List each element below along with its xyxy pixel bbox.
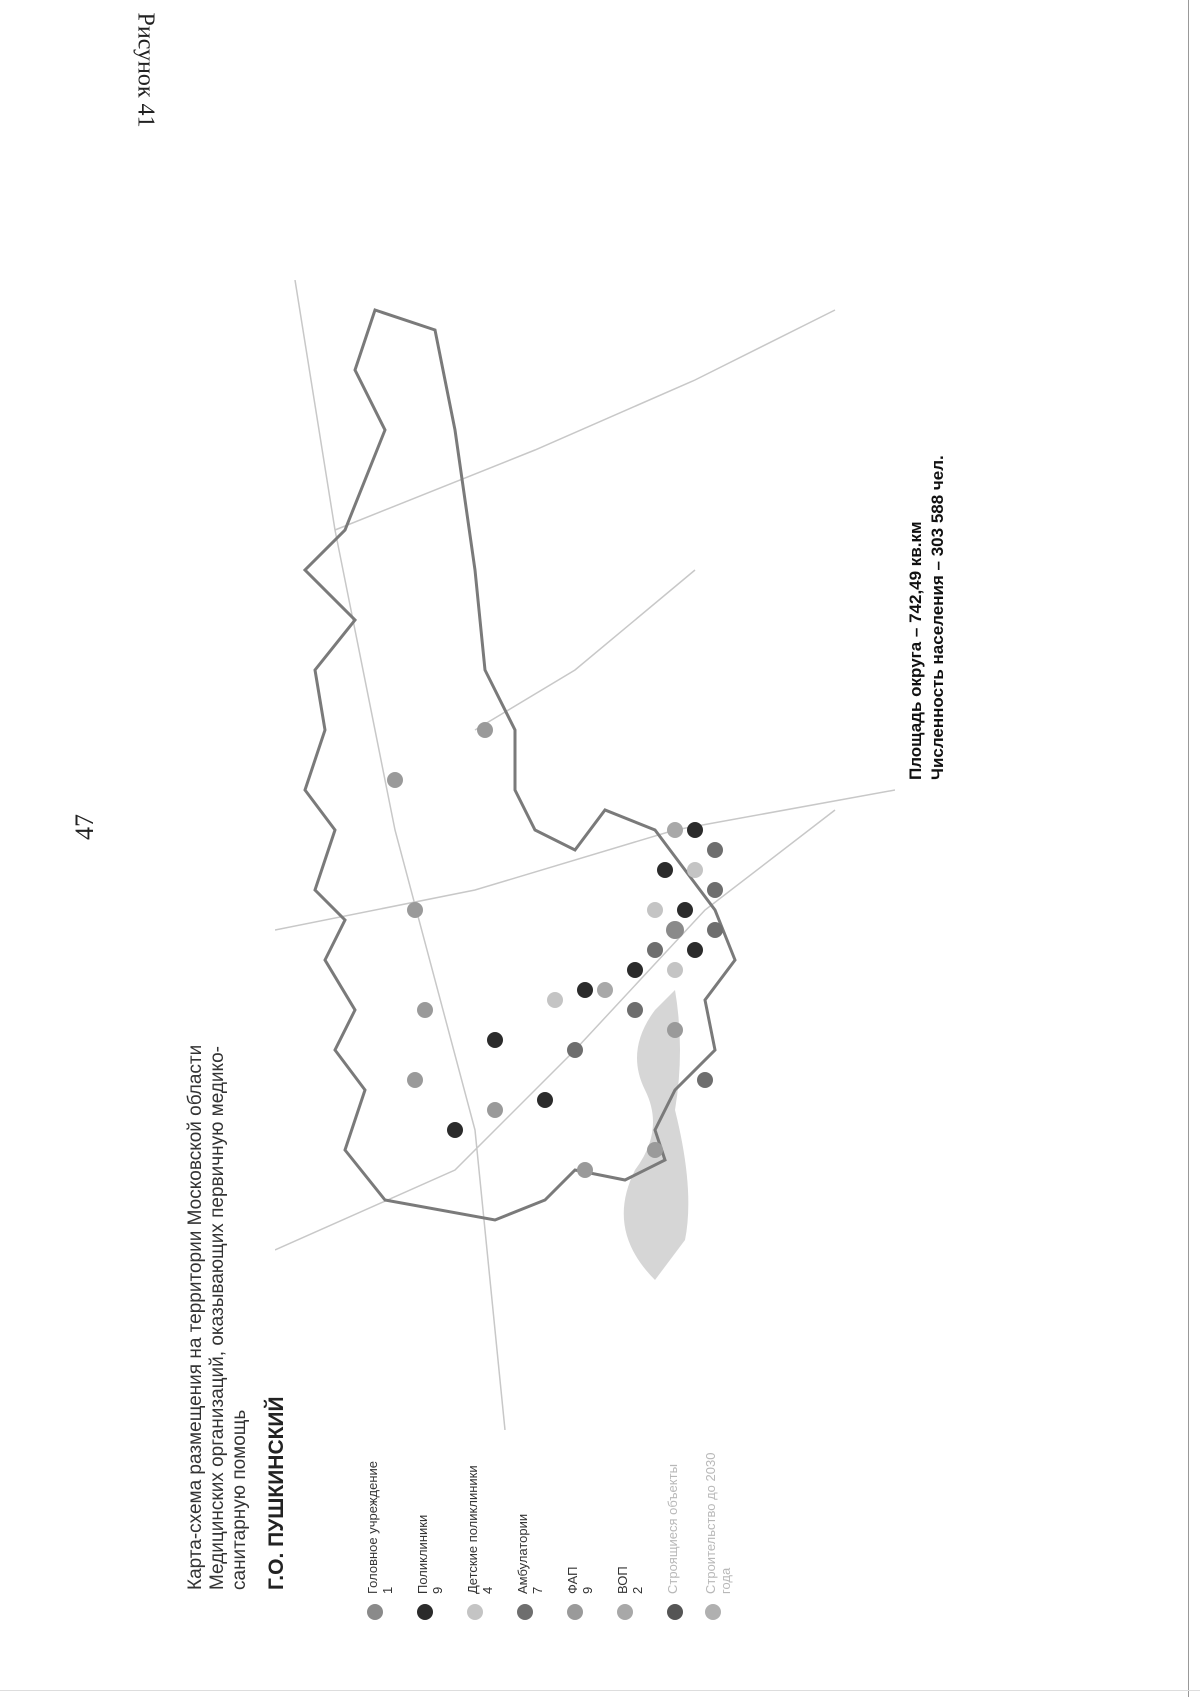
- legend-item-construction-2030: Строительство до 2030 года: [703, 1450, 733, 1620]
- population-stat: Численность населения – 303 588 чел.: [928, 455, 947, 780]
- legend-dot-icon: [517, 1604, 533, 1620]
- page-edge: [1188, 0, 1189, 1697]
- page-bottom-edge: [0, 1690, 1200, 1691]
- marker-polyclinic: [627, 962, 643, 978]
- legend-item-under-construction: Строящиеся объекты: [665, 1450, 683, 1620]
- legend-item-fap: ФАП 9: [565, 1450, 595, 1620]
- marker-polyclinic: [677, 902, 693, 918]
- marker-children: [687, 862, 703, 878]
- marker-ambulatory: [707, 922, 723, 938]
- legend-dot-icon: [705, 1604, 721, 1620]
- legend: [365, 1450, 753, 1620]
- legend-dot-icon: [667, 1604, 683, 1620]
- marker-vop: [597, 982, 613, 998]
- marker-ambulatory: [647, 942, 663, 958]
- marker-polyclinic: [537, 1092, 553, 1108]
- legend-item-vop: ВОП 2: [615, 1450, 645, 1620]
- marker-fap: [387, 772, 403, 788]
- marker-fap: [487, 1102, 503, 1118]
- legend-dot-icon: [567, 1604, 583, 1620]
- marker-fap: [477, 722, 493, 738]
- marker-head: [666, 921, 684, 939]
- marker-polyclinic: [687, 822, 703, 838]
- marker-ambulatory: [627, 1002, 643, 1018]
- marker-fap: [417, 1002, 433, 1018]
- legend-dot-icon: [617, 1604, 633, 1620]
- marker-vop: [667, 822, 683, 838]
- marker-fap: [647, 1142, 663, 1158]
- legend-item-polyclinics: Поликлиники 9: [415, 1450, 445, 1620]
- map-title: Карта-схема размещения на территории Московской области Медицинских организаций, оказывающих первичную медико-санитарную помощь: [185, 1044, 250, 1590]
- district-stats: [905, 220, 949, 780]
- marker-ambulatory: [697, 1072, 713, 1088]
- legend-dot-icon: [417, 1604, 433, 1620]
- legend-dot-icon: [467, 1604, 483, 1620]
- legend-item-ambulatories: Амбулатории 7: [515, 1450, 545, 1620]
- marker-polyclinic: [447, 1122, 463, 1138]
- marker-fap: [407, 902, 423, 918]
- marker-ambulatory: [567, 1042, 583, 1058]
- district-name: Г.О. ПУШКИНСКИЙ: [265, 1396, 288, 1590]
- marker-polyclinic: [687, 942, 703, 958]
- district-map: [275, 280, 895, 1430]
- page-number: 47: [70, 814, 99, 840]
- area-stat: Площадь округа – 742,49 кв.км: [906, 521, 925, 780]
- marker-polyclinic: [577, 982, 593, 998]
- figure-label: Рисунок 41: [132, 12, 159, 128]
- roads: [275, 280, 895, 1430]
- legend-dot-icon: [367, 1604, 383, 1620]
- marker-ambulatory: [707, 842, 723, 858]
- map-sheet: [185, 180, 1005, 1620]
- marker-fap: [577, 1162, 593, 1178]
- marker-fap: [667, 1022, 683, 1038]
- title-block: [185, 1030, 289, 1590]
- legend-item-head-institution: Головное учреждение 1: [365, 1450, 395, 1620]
- marker-children: [547, 992, 563, 1008]
- marker-polyclinic: [487, 1032, 503, 1048]
- marker-polyclinic: [657, 862, 673, 878]
- marker-children: [647, 902, 663, 918]
- legend-item-children-polyclinics: Детские поликлиники 4: [465, 1450, 495, 1620]
- marker-ambulatory: [707, 882, 723, 898]
- marker-fap: [407, 1072, 423, 1088]
- marker-children: [667, 962, 683, 978]
